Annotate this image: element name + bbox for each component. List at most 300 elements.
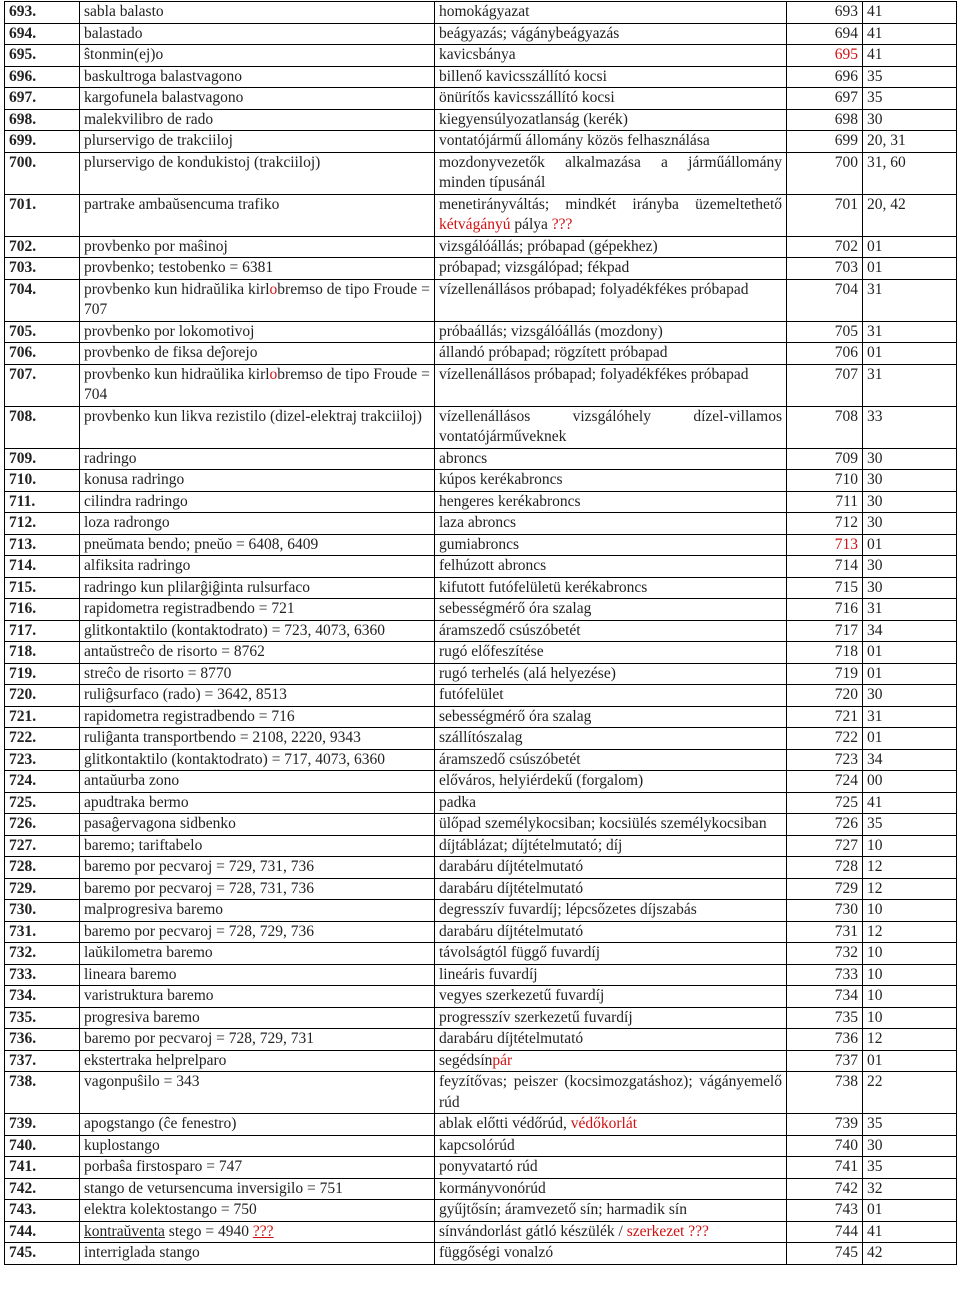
table-row	[5, 620, 957, 642]
text-segment: mozdonyvezetők alkalmazása a járműállomány minden típusánál	[439, 153, 782, 191]
table-row	[5, 728, 957, 750]
esperanto-term	[80, 152, 435, 194]
esperanto-term	[80, 448, 435, 470]
text-segment: 701	[834, 195, 858, 213]
entry-number: 737.	[5, 1050, 80, 1072]
hungarian-term	[435, 45, 787, 67]
reference-number	[787, 577, 863, 599]
text-segment: elektra kolektostango = 750	[84, 1201, 257, 1218]
category-code: 10	[863, 986, 957, 1008]
entry-number: 705.	[5, 321, 80, 343]
entry-number: 741.	[5, 1157, 80, 1179]
reference-number	[787, 1221, 863, 1243]
text-segment: 700	[834, 153, 858, 171]
table-row	[5, 900, 957, 922]
category-code: 20, 42	[863, 194, 957, 236]
table-row	[5, 857, 957, 879]
text-segment: pálya	[510, 216, 552, 233]
text-segment: plurservigo de kondukistoj (trakciiloj)	[84, 153, 321, 171]
entry-number: 713.	[5, 534, 80, 556]
hungarian-term	[435, 986, 787, 1008]
entry-number: 709.	[5, 448, 80, 470]
esperanto-term	[80, 1114, 435, 1136]
esperanto-term	[80, 943, 435, 965]
esperanto-term	[80, 577, 435, 599]
text-segment: 725	[834, 793, 858, 811]
text-segment: 743	[834, 1201, 858, 1218]
hungarian-term	[435, 470, 787, 492]
hungarian-term	[435, 771, 787, 793]
text-segment: vagonpuŝilo = 343	[84, 1073, 200, 1090]
text-segment: sebességmérő óra szalag	[439, 600, 592, 617]
esperanto-term	[80, 23, 435, 45]
reference-number	[787, 728, 863, 750]
text-segment: baremo; tariftabelo	[84, 836, 203, 854]
hungarian-term	[435, 513, 787, 535]
esperanto-term	[80, 470, 435, 492]
text-segment: homokágyazat	[439, 3, 530, 20]
text-segment: 718	[834, 643, 858, 660]
hungarian-term	[435, 109, 787, 131]
text-segment: 693	[834, 3, 858, 20]
entry-number: 708.	[5, 406, 80, 448]
reference-number	[787, 513, 863, 535]
hungarian-term	[435, 728, 787, 750]
category-code: 01	[863, 534, 957, 556]
table-row	[5, 1157, 957, 1179]
text-segment: darabáru díjtételmutató	[439, 1030, 584, 1047]
entry-number: 716.	[5, 599, 80, 621]
text-segment: vízellenállásos próbapad; folyadékfékes próbapad	[439, 365, 749, 383]
text-segment: 710	[834, 471, 858, 488]
text-segment: előváros, helyiérdekű (forgalom)	[439, 772, 644, 789]
reference-number	[787, 857, 863, 879]
text-segment: 738	[834, 1073, 858, 1090]
esperanto-term	[80, 642, 435, 664]
category-code: 33	[863, 406, 957, 448]
text-segment: ruliĝsurfaco (rado) = 3642, 8513	[84, 686, 287, 703]
text-segment: provbenko de fiksa deĵorejo	[84, 344, 258, 361]
text-segment: sabla balasto	[84, 3, 164, 20]
text-segment: abroncs	[439, 449, 488, 467]
text-segment: kifutott futófelületü kerékabroncs	[439, 578, 648, 596]
entry-number: 733.	[5, 964, 80, 986]
text-segment: 728	[834, 858, 858, 875]
text-segment: 695	[834, 46, 858, 63]
hungarian-term	[435, 131, 787, 153]
text-segment: malprogresiva baremo	[84, 901, 224, 918]
esperanto-term	[80, 685, 435, 707]
category-code: 10	[863, 964, 957, 986]
hungarian-term	[435, 448, 787, 470]
text-segment: antaŭurba zono	[84, 772, 180, 789]
text-segment: provbenko kun likva rezistilo (dizel-elektraj trakciiloj)	[84, 407, 422, 425]
category-code: 31, 60	[863, 152, 957, 194]
entry-number: 699.	[5, 131, 80, 153]
hungarian-term	[435, 88, 787, 110]
reference-number	[787, 921, 863, 943]
esperanto-term	[80, 258, 435, 280]
text-segment: rapidometra registradbendo = 721	[84, 600, 295, 617]
esperanto-term	[80, 728, 435, 750]
text-segment: 734	[834, 987, 858, 1004]
text-segment: 735	[834, 1008, 858, 1026]
table-row	[5, 663, 957, 685]
text-segment: 703	[834, 259, 858, 276]
text-segment: 714	[834, 557, 858, 574]
entry-number: 697.	[5, 88, 80, 110]
category-code: 10	[863, 1007, 957, 1029]
category-code: 31	[863, 706, 957, 728]
text-segment: 729	[834, 879, 858, 897]
category-code: 10	[863, 835, 957, 857]
text-segment: provbenko; testobenko = 6381	[84, 259, 274, 276]
entry-number: 721.	[5, 706, 80, 728]
category-code: 01	[863, 642, 957, 664]
text-segment: vízellenállásos próbapad; folyadékfékes próbapad	[439, 280, 749, 298]
table-row	[5, 1050, 957, 1072]
entry-number: 706.	[5, 343, 80, 365]
hungarian-term	[435, 321, 787, 343]
esperanto-term	[80, 620, 435, 642]
table-row	[5, 513, 957, 535]
reference-number	[787, 599, 863, 621]
text-segment: progresszív szerkezetű fuvardíj	[439, 1008, 633, 1026]
text-segment: díjtáblázat; díjtételmutató; díj	[439, 836, 623, 854]
category-code: 30	[863, 513, 957, 535]
text-segment: 711	[835, 492, 858, 510]
esperanto-term	[80, 1007, 435, 1029]
esperanto-term	[80, 109, 435, 131]
reference-number	[787, 1114, 863, 1136]
entry-number: 698.	[5, 109, 80, 131]
hungarian-term	[435, 599, 787, 621]
esperanto-term	[80, 513, 435, 535]
entry-number: 730.	[5, 900, 80, 922]
dictionary-table	[4, 1, 957, 1265]
text-segment: vegyes szerkezetű fuvardíj	[439, 987, 605, 1004]
category-code: 34	[863, 749, 957, 771]
hungarian-term	[435, 706, 787, 728]
category-code: 12	[863, 878, 957, 900]
text-segment: 694	[834, 24, 858, 42]
category-code: 01	[863, 343, 957, 365]
entry-number: 738.	[5, 1072, 80, 1114]
text-segment: provbenko kun hidraŭlika kirl	[84, 365, 270, 383]
hungarian-term	[435, 556, 787, 578]
entry-number: 693.	[5, 2, 80, 24]
text-segment: kétvágányú	[439, 216, 511, 233]
text-segment: darabáru díjtételmutató	[439, 922, 584, 940]
table-row	[5, 599, 957, 621]
reference-number	[787, 663, 863, 685]
entry-number: 702.	[5, 236, 80, 258]
reference-number	[787, 279, 863, 321]
entry-number: 694.	[5, 23, 80, 45]
table-row	[5, 23, 957, 45]
table-row	[5, 131, 957, 153]
reference-number	[787, 258, 863, 280]
entry-number: 726.	[5, 814, 80, 836]
esperanto-term	[80, 878, 435, 900]
entry-number: 704.	[5, 279, 80, 321]
table-row	[5, 109, 957, 131]
category-code: 30	[863, 685, 957, 707]
text-segment: 721	[834, 707, 858, 725]
category-code: 30	[863, 109, 957, 131]
entry-number: 714.	[5, 556, 80, 578]
text-segment: malekvilibro de rado	[84, 110, 214, 128]
hungarian-term	[435, 258, 787, 280]
reference-number	[787, 1157, 863, 1179]
esperanto-term	[80, 835, 435, 857]
entry-number: 744.	[5, 1221, 80, 1243]
text-segment: áramszedő csúszóbetét	[439, 750, 581, 768]
hungarian-term	[435, 792, 787, 814]
category-code: 00	[863, 771, 957, 793]
text-segment: bremso de tipo Froude = 704	[84, 365, 430, 403]
esperanto-term	[80, 921, 435, 943]
reference-number	[787, 771, 863, 793]
category-code: 35	[863, 1114, 957, 1136]
category-code: 41	[863, 2, 957, 24]
text-segment: ekstertraka helprelparo	[84, 1051, 227, 1069]
category-code: 01	[863, 258, 957, 280]
text-segment: ???	[551, 216, 573, 233]
text-segment: próbaállás; vizsgálóállás (mozdony)	[439, 322, 663, 340]
text-segment: 726	[834, 815, 858, 832]
reference-number	[787, 1029, 863, 1051]
text-segment: próbapad; vizsgálópad; fékpad	[439, 259, 630, 276]
reference-number	[787, 23, 863, 45]
text-segment: lineáris fuvardíj	[439, 965, 538, 983]
text-segment: rugó előfeszítése	[439, 643, 544, 660]
esperanto-term	[80, 556, 435, 578]
text-segment: vontatójármű állomány közös felhasználása	[439, 132, 710, 149]
text-segment: pár	[492, 1051, 513, 1069]
table-row	[5, 258, 957, 280]
esperanto-term	[80, 1050, 435, 1072]
hungarian-term	[435, 685, 787, 707]
reference-number	[787, 1135, 863, 1157]
text-segment: 741	[834, 1158, 858, 1175]
entry-number: 720.	[5, 685, 80, 707]
text-segment: 733	[834, 965, 858, 983]
text-segment: laŭkilometra baremo	[84, 944, 213, 961]
text-segment: 698	[834, 110, 858, 128]
entry-number: 734.	[5, 986, 80, 1008]
reference-number	[787, 642, 863, 664]
hungarian-term	[435, 663, 787, 685]
table-row	[5, 1114, 957, 1136]
hungarian-term	[435, 1029, 787, 1051]
text-segment: rapidometra registradbendo = 716	[84, 707, 295, 725]
entry-number: 707.	[5, 364, 80, 406]
text-segment: 727	[834, 836, 858, 854]
hungarian-term	[435, 406, 787, 448]
category-code: 10	[863, 943, 957, 965]
text-segment: védőkorlát	[570, 1115, 638, 1132]
text-segment: kapcsolórúd	[439, 1136, 515, 1154]
text-segment: 724	[834, 772, 858, 789]
esperanto-term	[80, 1029, 435, 1051]
entry-number: 695.	[5, 45, 80, 67]
text-segment: vízellenállásos vizsgálóhely dízel-villamos vontatójárműveknek	[439, 407, 782, 445]
text-segment: 740	[834, 1136, 858, 1154]
text-segment: 723	[834, 750, 858, 768]
text-segment: 715	[834, 578, 858, 596]
entry-number: 715.	[5, 577, 80, 599]
reference-number	[787, 236, 863, 258]
entry-number: 740.	[5, 1135, 80, 1157]
category-code: 32	[863, 1178, 957, 1200]
text-segment: 697	[834, 89, 858, 106]
entry-number: 742.	[5, 1178, 80, 1200]
text-segment: kontraŭventa	[84, 1222, 165, 1240]
table-row	[5, 364, 957, 406]
esperanto-term	[80, 321, 435, 343]
esperanto-term	[80, 406, 435, 448]
entry-number: 729.	[5, 878, 80, 900]
category-code: 31	[863, 599, 957, 621]
hungarian-term	[435, 878, 787, 900]
text-segment: antaŭstreĉo de risorto = 8762	[84, 643, 265, 660]
table-row	[5, 1243, 957, 1265]
esperanto-term	[80, 706, 435, 728]
reference-number	[787, 685, 863, 707]
table-row	[5, 2, 957, 24]
text-segment: ŝtonmin(ej)o	[84, 46, 164, 63]
table-row	[5, 749, 957, 771]
table-row	[5, 685, 957, 707]
table-row	[5, 1221, 957, 1243]
text-segment: önürítős kavicsszállító kocsi	[439, 89, 615, 106]
text-segment: degresszív fuvardíj; lépcsőzetes díjszabás	[439, 901, 697, 918]
category-code: 35	[863, 1157, 957, 1179]
category-code: 01	[863, 663, 957, 685]
text-segment: felhúzott abroncs	[439, 557, 547, 574]
text-segment: rugó terhelés (alá helyezése)	[439, 664, 616, 682]
esperanto-term	[80, 814, 435, 836]
text-segment: segédsín	[439, 1051, 493, 1069]
text-segment: 712	[834, 514, 858, 531]
text-segment: kuplostango	[84, 1136, 160, 1154]
text-segment: beágyazás; vágánybeágyazás	[439, 24, 620, 42]
hungarian-term	[435, 943, 787, 965]
category-code: 31	[863, 279, 957, 321]
entry-number: 732.	[5, 943, 80, 965]
text-segment: 713	[834, 535, 858, 553]
text-segment: 716	[834, 600, 858, 617]
hungarian-term	[435, 1178, 787, 1200]
reference-number	[787, 1007, 863, 1029]
hungarian-term	[435, 236, 787, 258]
text-segment: stego = 4940	[164, 1222, 253, 1240]
table-row	[5, 321, 957, 343]
reference-number	[787, 1072, 863, 1114]
text-segment: radringo	[84, 449, 137, 467]
esperanto-term	[80, 1243, 435, 1265]
reference-number	[787, 343, 863, 365]
text-segment: konusa radringo	[84, 471, 185, 488]
esperanto-term	[80, 857, 435, 879]
entry-number: 718.	[5, 642, 80, 664]
hungarian-term	[435, 1243, 787, 1265]
text-segment: provbenko por maŝinoj	[84, 237, 228, 255]
hungarian-term	[435, 1221, 787, 1243]
text-segment: 720	[834, 686, 858, 703]
category-code: 35	[863, 814, 957, 836]
table-row	[5, 236, 957, 258]
table-row	[5, 642, 957, 664]
text-segment: ülőpad személykocsiban; kocsiülés személykocsiban	[439, 815, 767, 832]
text-segment: gumiabroncs	[439, 535, 520, 553]
category-code: 30	[863, 470, 957, 492]
text-segment: provbenko por lokomotivoj	[84, 322, 255, 340]
reference-number	[787, 900, 863, 922]
esperanto-term	[80, 45, 435, 67]
category-code: 35	[863, 88, 957, 110]
hungarian-term	[435, 814, 787, 836]
reference-number	[787, 470, 863, 492]
esperanto-term	[80, 491, 435, 513]
text-segment: alfiksita radringo	[84, 557, 191, 574]
table-row	[5, 986, 957, 1008]
hungarian-term	[435, 1200, 787, 1222]
category-code: 12	[863, 921, 957, 943]
reference-number	[787, 448, 863, 470]
esperanto-term	[80, 1072, 435, 1114]
entry-number: 727.	[5, 835, 80, 857]
esperanto-term	[80, 1157, 435, 1179]
text-segment: 732	[834, 944, 858, 961]
category-code: 20, 31	[863, 131, 957, 153]
entry-number: 735.	[5, 1007, 80, 1029]
hungarian-term	[435, 2, 787, 24]
reference-number	[787, 792, 863, 814]
reference-number	[787, 109, 863, 131]
category-code: 35	[863, 66, 957, 88]
text-segment: padka	[439, 793, 477, 811]
dictionary-rows	[5, 2, 957, 1265]
reference-number	[787, 814, 863, 836]
text-segment: állandó próbapad; rögzített próbapad	[439, 344, 668, 361]
text-segment: apudtraka bermo	[84, 793, 189, 811]
text-segment: lineara baremo	[84, 965, 177, 983]
text-segment: o	[269, 280, 278, 298]
table-row	[5, 577, 957, 599]
table-row	[5, 534, 957, 556]
reference-number	[787, 1200, 863, 1222]
reference-number	[787, 152, 863, 194]
text-segment: 722	[834, 729, 858, 746]
reference-number	[787, 964, 863, 986]
text-segment: glitkontaktilo (kontaktodrato) = 723, 4073, 6360	[84, 621, 386, 639]
table-row	[5, 194, 957, 236]
hungarian-term	[435, 1007, 787, 1029]
text-segment: 737	[834, 1051, 858, 1069]
table-row	[5, 1007, 957, 1029]
reference-number	[787, 364, 863, 406]
text-segment: 706	[834, 344, 858, 361]
table-row	[5, 1135, 957, 1157]
text-segment: szerkezet ???	[626, 1222, 709, 1240]
category-code: 01	[863, 1050, 957, 1072]
hungarian-term	[435, 1135, 787, 1157]
text-segment: 705	[834, 322, 858, 340]
text-segment: progresiva baremo	[84, 1008, 200, 1026]
category-code: 01	[863, 236, 957, 258]
